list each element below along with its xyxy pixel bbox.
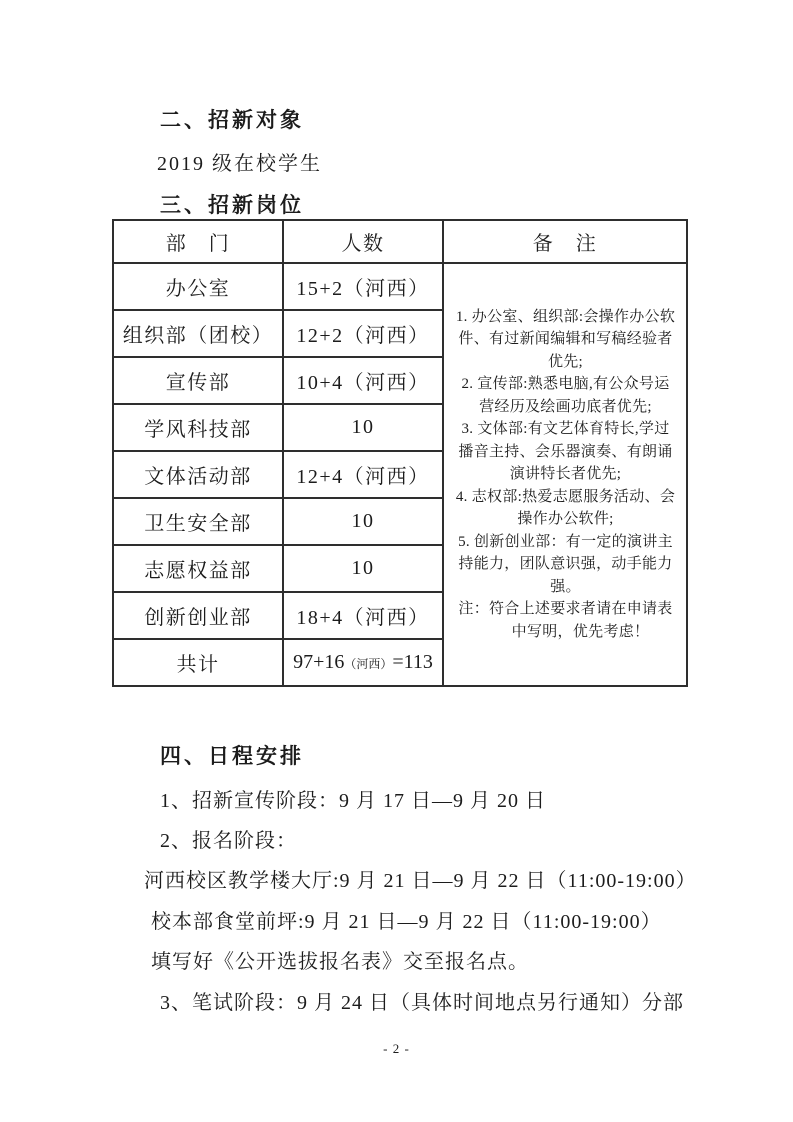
dept-cell: 组织部（团校） — [113, 310, 283, 357]
count-cell: 10 — [283, 545, 443, 592]
total-count-cell — [283, 639, 443, 686]
remark-line: 5. 创新创业部：有一定的演讲主持能力，团队意识强，动手能力强。 — [458, 533, 673, 595]
recruitment-table — [112, 219, 688, 687]
col-header-remark: 备 注 — [443, 220, 687, 263]
count-cell: 18+4（河西） — [283, 592, 443, 639]
count-cell: 10+4（河西） — [283, 357, 443, 404]
total-count-main: 97+16 — [293, 651, 345, 673]
table-header-row — [113, 220, 687, 263]
remark-line: 3. 文体部:有文艺体育特长,学过播音主持、会乐器演奏、有朗诵演讲特长者优先; — [458, 421, 673, 483]
section-2-heading: 二、招新对象 — [160, 108, 304, 132]
count-cell: 12+4（河西） — [283, 451, 443, 498]
schedule-item: 校本部食堂前坪:9 月 21 日—9 月 22 日（11:00-19:00） — [151, 911, 662, 933]
schedule-item: 填写好《公开选拔报名表》交至报名点。 — [151, 951, 529, 973]
schedule-item: 3、笔试阶段：9 月 24 日（具体时间地点另行通知）分部 — [160, 992, 684, 1014]
dept-cell: 文体活动部 — [113, 451, 283, 498]
schedule-item: 河西校区教学楼大厅:9 月 21 日—9 月 22 日（11:00-19:00） — [144, 870, 697, 892]
col-header-dept: 部 门 — [113, 220, 283, 263]
remark-line: 2. 宣传部:熟悉电脑,有公众号运营经历及绘画功底者优先; — [461, 376, 670, 415]
page-number: - 2 - — [383, 1041, 410, 1056]
count-cell: 10 — [283, 498, 443, 545]
dept-cell: 学风科技部 — [113, 404, 283, 451]
remark-note-line: 注：符合上述要求者请在申请表中写明，优先考虑！ — [458, 601, 673, 640]
dept-cell: 创新创业部 — [113, 592, 283, 639]
dept-cell: 宣传部 — [113, 357, 283, 404]
total-count-hexi: （河西） — [344, 657, 393, 671]
count-cell: 15+2（河西） — [283, 263, 443, 310]
section-4-heading: 四、日程安排 — [160, 744, 304, 768]
count-cell: 12+2（河西） — [283, 310, 443, 357]
dept-cell: 办公室 — [113, 263, 283, 310]
dept-cell: 志愿权益部 — [113, 545, 283, 592]
section-2-body: 2019 级在校学生 — [157, 153, 322, 175]
count-cell: 10 — [283, 404, 443, 451]
total-count-sum: =113 — [392, 651, 433, 673]
table-row — [113, 263, 687, 310]
section-3-heading: 三、招新岗位 — [160, 193, 304, 217]
dept-cell: 卫生安全部 — [113, 498, 283, 545]
total-label-cell: 共计 — [113, 639, 283, 686]
schedule-item: 2、报名阶段： — [160, 830, 297, 852]
remark-line: 1. 办公室、组织部:会操作办公软件、有过新闻编辑和写稿经验者优先; — [455, 308, 676, 370]
col-header-count: 人数 — [283, 220, 443, 263]
schedule-item: 1、招新宣传阶段：9 月 17 日—9 月 20 日 — [160, 790, 546, 812]
remarks-cell — [443, 263, 687, 686]
remark-line: 4. 志权部:热爱志愿服务活动、会操作办公软件; — [455, 488, 676, 528]
